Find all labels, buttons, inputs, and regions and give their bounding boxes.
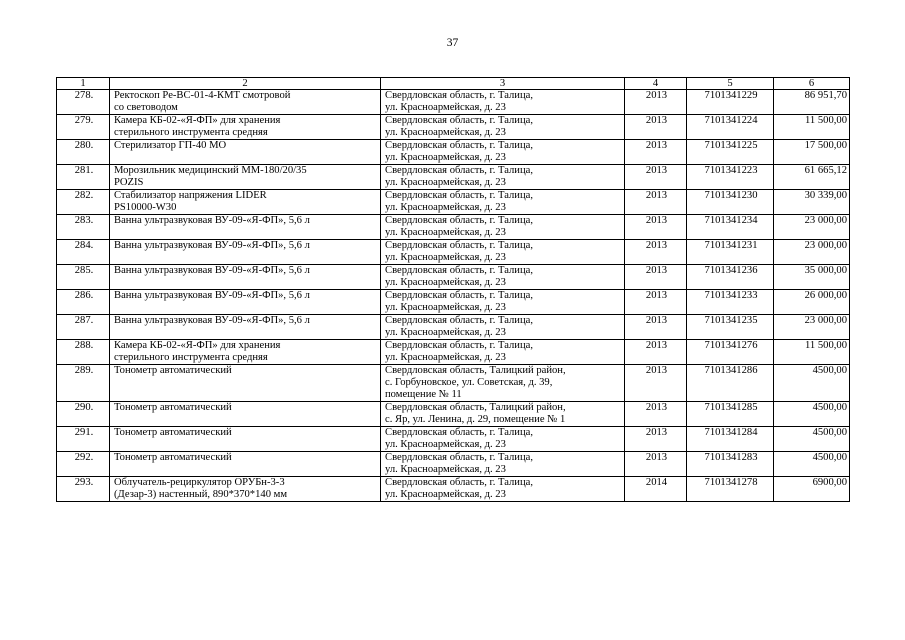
inventory-number: 7101341225 — [687, 140, 774, 165]
item-name-line: Морозильник медицинский ММ-180/20/35 — [114, 165, 307, 176]
table-row — [57, 265, 850, 290]
item-cost: 35 000,00 — [774, 265, 850, 290]
item-cost: 23 000,00 — [774, 215, 850, 240]
item-name — [110, 290, 381, 315]
inventory-number: 7101341284 — [687, 427, 774, 452]
inventory-number: 7101341276 — [687, 340, 774, 365]
table-row — [57, 477, 850, 502]
property-register-table — [56, 77, 850, 502]
item-name — [110, 402, 381, 427]
item-name — [110, 215, 381, 240]
item-year: 2013 — [625, 215, 687, 240]
item-cost: 4500,00 — [774, 452, 850, 477]
item-name-line: Ванна ультразвуковая ВУ-09-«Я-ФП», 5,6 л — [114, 265, 310, 276]
item-name — [110, 315, 381, 340]
item-address-line: с. Горбуновское, ул. Советская, д. 39, — [385, 377, 553, 388]
item-address-line: ул. Красноармейская, д. 23 — [385, 439, 506, 450]
item-name-line: стерильного инструмента средняя — [114, 127, 268, 138]
item-address-line: Свердловская область, г. Талица, — [385, 265, 533, 276]
item-name-line: стерильного инструмента средняя — [114, 352, 268, 363]
item-address-line: Свердловская область, Талицкий район, — [385, 365, 566, 376]
row-number: 293. — [57, 477, 110, 502]
item-cost: 23 000,00 — [774, 240, 850, 265]
inventory-number: 7101341236 — [687, 265, 774, 290]
table-row — [57, 315, 850, 340]
item-address — [381, 452, 625, 477]
row-number: 287. — [57, 315, 110, 340]
row-number: 279. — [57, 115, 110, 140]
item-address-line: Свердловская область, г. Талица, — [385, 165, 533, 176]
item-year: 2013 — [625, 140, 687, 165]
table-row — [57, 290, 850, 315]
item-name-line: Ванна ультразвуковая ВУ-09-«Я-ФП», 5,6 л — [114, 240, 310, 251]
item-address-line: ул. Красноармейская, д. 23 — [385, 127, 506, 138]
item-cost: 4500,00 — [774, 365, 850, 402]
header-row — [57, 78, 850, 90]
inventory-number: 7101341233 — [687, 290, 774, 315]
item-year: 2013 — [625, 365, 687, 402]
item-year: 2013 — [625, 290, 687, 315]
item-address-line: Свердловская область, г. Талица, — [385, 477, 533, 488]
item-address — [381, 315, 625, 340]
item-address — [381, 190, 625, 215]
item-address — [381, 90, 625, 115]
item-address — [381, 477, 625, 502]
item-year: 2013 — [625, 115, 687, 140]
item-address-line: Свердловская область, г. Талица, — [385, 452, 533, 463]
table-row — [57, 365, 850, 402]
page-number: 37 — [446, 37, 459, 49]
table-row — [57, 115, 850, 140]
item-cost: 11 500,00 — [774, 340, 850, 365]
row-number: 289. — [57, 365, 110, 402]
item-year: 2013 — [625, 315, 687, 340]
table-row — [57, 140, 850, 165]
column-header-1: 1 — [57, 78, 110, 90]
item-address — [381, 240, 625, 265]
item-name — [110, 340, 381, 365]
item-address-line: ул. Красноармейская, д. 23 — [385, 302, 506, 313]
column-header-2: 2 — [110, 78, 381, 90]
item-name-line: Тонометр автоматический — [114, 402, 232, 413]
item-name-line: (Дезар-3) настенный, 890*370*140 мм — [114, 489, 288, 500]
item-name — [110, 165, 381, 190]
inventory-number: 7101341235 — [687, 315, 774, 340]
inventory-number: 7101341231 — [687, 240, 774, 265]
item-year: 2013 — [625, 90, 687, 115]
inventory-number: 7101341285 — [687, 402, 774, 427]
item-address-line: ул. Красноармейская, д. 23 — [385, 327, 506, 338]
item-address-line: Свердловская область, г. Талица, — [385, 427, 533, 438]
column-header-5: 5 — [687, 78, 774, 90]
item-name-line: Ванна ультразвуковая ВУ-09-«Я-ФП», 5,6 л — [114, 215, 310, 226]
item-year: 2013 — [625, 165, 687, 190]
item-name-line: Ванна ультразвуковая ВУ-09-«Я-ФП», 5,6 л — [114, 315, 310, 326]
item-name — [110, 140, 381, 165]
item-address — [381, 427, 625, 452]
item-address — [381, 402, 625, 427]
item-name-line: Стабилизатор напряжения LIDER — [114, 190, 267, 201]
item-year: 2013 — [625, 452, 687, 477]
item-address-line: Свердловская область, г. Талица, — [385, 90, 533, 101]
inventory-number: 7101341229 — [687, 90, 774, 115]
item-name-line: Тонометр автоматический — [114, 427, 232, 438]
item-name-line: Облучатель-рециркулятор ОРУБн-3-3 — [114, 477, 285, 488]
item-name — [110, 90, 381, 115]
table-row — [57, 240, 850, 265]
item-cost: 30 339,00 — [774, 190, 850, 215]
item-address-line: Свердловская область, г. Талица, — [385, 290, 533, 301]
item-cost: 86 951,70 — [774, 90, 850, 115]
item-name — [110, 365, 381, 402]
row-number: 283. — [57, 215, 110, 240]
item-year: 2013 — [625, 427, 687, 452]
item-address-line: с. Яр, ул. Ленина, д. 29, помещение № 1 — [385, 414, 566, 425]
item-cost: 26 000,00 — [774, 290, 850, 315]
row-number: 284. — [57, 240, 110, 265]
table-row — [57, 452, 850, 477]
table-body — [57, 90, 850, 502]
row-number: 280. — [57, 140, 110, 165]
item-year: 2013 — [625, 190, 687, 215]
item-address — [381, 290, 625, 315]
row-number: 278. — [57, 90, 110, 115]
item-name — [110, 190, 381, 215]
item-address — [381, 115, 625, 140]
item-address — [381, 365, 625, 402]
item-name — [110, 452, 381, 477]
row-number: 288. — [57, 340, 110, 365]
item-address-line: ул. Красноармейская, д. 23 — [385, 102, 506, 113]
column-header-4: 4 — [625, 78, 687, 90]
item-address-line: ул. Красноармейская, д. 23 — [385, 152, 506, 163]
column-header-6: 6 — [774, 78, 850, 90]
item-address — [381, 140, 625, 165]
item-address-line: ул. Красноармейская, д. 23 — [385, 202, 506, 213]
item-address-line: ул. Красноармейская, д. 23 — [385, 464, 506, 475]
item-name-line: POZIS — [114, 177, 144, 188]
item-address — [381, 165, 625, 190]
item-address — [381, 265, 625, 290]
item-address-line: Свердловская область, г. Талица, — [385, 215, 533, 226]
inventory-number: 7101341278 — [687, 477, 774, 502]
inventory-number: 7101341223 — [687, 165, 774, 190]
item-name — [110, 427, 381, 452]
item-name-line: Ректоскоп Ре-ВС-01-4-КМТ смотровой — [114, 90, 291, 101]
item-address-line: Свердловская область, г. Талица, — [385, 140, 533, 151]
table-row — [57, 90, 850, 115]
table-row — [57, 402, 850, 427]
item-name — [110, 240, 381, 265]
item-name-line: Ванна ультразвуковая ВУ-09-«Я-ФП», 5,6 л — [114, 290, 310, 301]
item-cost: 6900,00 — [774, 477, 850, 502]
table-row — [57, 427, 850, 452]
item-year: 2013 — [625, 340, 687, 365]
item-address-line: Свердловская область, г. Талица, — [385, 340, 533, 351]
item-cost: 23 000,00 — [774, 315, 850, 340]
row-number: 285. — [57, 265, 110, 290]
item-address-line: Свердловская область, г. Талица, — [385, 115, 533, 126]
item-name — [110, 115, 381, 140]
item-address-line: ул. Красноармейская, д. 23 — [385, 227, 506, 238]
item-address-line: ул. Красноармейская, д. 23 — [385, 252, 506, 263]
item-cost: 4500,00 — [774, 427, 850, 452]
inventory-number: 7101341224 — [687, 115, 774, 140]
table-row — [57, 190, 850, 215]
item-cost: 11 500,00 — [774, 115, 850, 140]
item-year: 2014 — [625, 477, 687, 502]
table-row — [57, 165, 850, 190]
item-name-line: Тонометр автоматический — [114, 452, 232, 463]
table-row — [57, 215, 850, 240]
row-number: 290. — [57, 402, 110, 427]
item-name-line: Тонометр автоматический — [114, 365, 232, 376]
item-address-line: ул. Красноармейская, д. 23 — [385, 177, 506, 188]
row-number: 281. — [57, 165, 110, 190]
inventory-number: 7101341230 — [687, 190, 774, 215]
item-address-line: ул. Красноармейская, д. 23 — [385, 352, 506, 363]
item-year: 2013 — [625, 265, 687, 290]
item-address-line: ул. Красноармейская, д. 23 — [385, 489, 506, 500]
row-number: 291. — [57, 427, 110, 452]
item-address-line: ул. Красноармейская, д. 23 — [385, 277, 506, 288]
inventory-number: 7101341286 — [687, 365, 774, 402]
item-address — [381, 340, 625, 365]
item-name — [110, 265, 381, 290]
item-year: 2013 — [625, 402, 687, 427]
item-name-line: Стерилизатор ГП-40 МО — [114, 140, 227, 151]
item-cost: 17 500,00 — [774, 140, 850, 165]
inventory-number: 7101341283 — [687, 452, 774, 477]
item-cost: 4500,00 — [774, 402, 850, 427]
item-name — [110, 477, 381, 502]
column-header-3: 3 — [381, 78, 625, 90]
item-name-line: со световодом — [114, 102, 178, 113]
item-name-line: Камера КБ-02-«Я-ФП» для хранения — [114, 340, 281, 351]
item-address-line: Свердловская область, г. Талица, — [385, 190, 533, 201]
row-number: 292. — [57, 452, 110, 477]
item-name-line: PS10000-W30 — [114, 202, 177, 213]
item-year: 2013 — [625, 240, 687, 265]
item-address — [381, 215, 625, 240]
item-address-line: Свердловская область, г. Талица, — [385, 315, 533, 326]
item-cost: 61 665,12 — [774, 165, 850, 190]
row-number: 282. — [57, 190, 110, 215]
row-number: 286. — [57, 290, 110, 315]
item-address-line: Свердловская область, г. Талица, — [385, 240, 533, 251]
item-name-line: Камера КБ-02-«Я-ФП» для хранения — [114, 115, 281, 126]
item-address-line: помещение № 11 — [385, 389, 462, 400]
item-address-line: Свердловская область, Талицкий район, — [385, 402, 566, 413]
table-row — [57, 340, 850, 365]
inventory-number: 7101341234 — [687, 215, 774, 240]
